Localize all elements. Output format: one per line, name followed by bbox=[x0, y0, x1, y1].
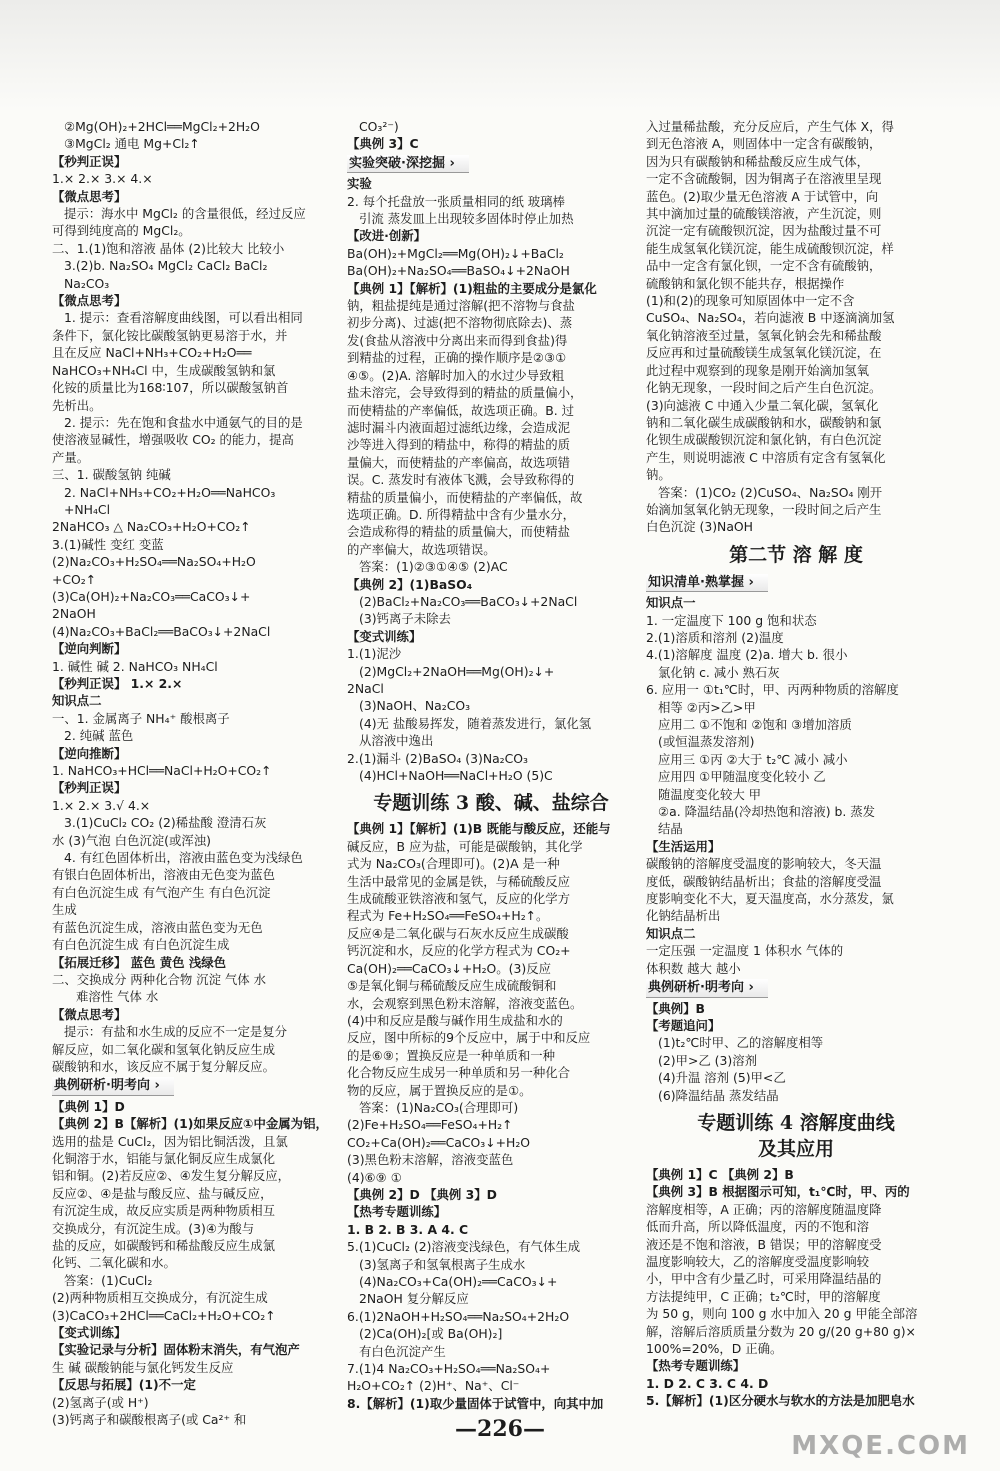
section-heading: 及其应用 bbox=[757, 1137, 834, 1160]
text-line: 【秒判正误】 1.× 2.× bbox=[52, 676, 183, 691]
text-line: 白色沉淀 (3)NaOH bbox=[646, 519, 753, 535]
text-line: 【微点思考】 bbox=[52, 188, 127, 204]
text-line: 【典例 1】C 【典例 2】B bbox=[646, 1166, 794, 1182]
text-line: H₂O+CO₂↑ (2)H⁺、Na⁺、Cl⁻ bbox=[347, 1378, 520, 1394]
text-line: 答案：(1)CO₂ (2)CuSO₄、Na₂SO₄ 刚开 bbox=[658, 484, 883, 500]
text-line: (1)t₂℃时甲、乙的溶解度相等 bbox=[658, 1035, 824, 1051]
text-line: 2. 每个托盘放一张质量相同的纸 玻璃棒 bbox=[347, 193, 565, 209]
text-line: 而使精盐的产率偏低，故选项正确。B. 过 bbox=[347, 402, 575, 418]
text-line: 【微点思考】 bbox=[52, 293, 127, 309]
text-line: (3)CaCO₃+2HCl══CaCl₂+H₂O+CO₂↑ bbox=[52, 1307, 276, 1323]
text-line: 3.(1)碱性 变红 变蓝 bbox=[52, 536, 164, 552]
text-line: 小，甲中含有少量乙时，可采用降温结晶的 bbox=[646, 1271, 882, 1287]
text-line: 应用四 ①甲随温度变化较小 乙 bbox=[658, 769, 826, 785]
text-line: 1.(1)泥沙 bbox=[347, 646, 402, 662]
text-line: CuSO₄、Na₂SO₄，若向滤液 B 中逐滴滴加氢 bbox=[646, 310, 895, 326]
text-line: 三、1. 碳酸氢钠 纯碱 bbox=[52, 467, 171, 483]
text-line: 知识点二 bbox=[646, 925, 696, 941]
text-line: 到精盐的过程，正确的操作顺序是②③① bbox=[347, 350, 567, 366]
text-line: 2NaOH 复分解反应 bbox=[359, 1291, 469, 1307]
text-line: 从溶液中逸出 bbox=[359, 733, 434, 749]
section-banner: 知识清单·熟掌握 › bbox=[646, 574, 768, 592]
text-line: 液还是不饱和溶液，B 错误；甲的溶解度受 bbox=[646, 1236, 882, 1252]
text-line: 解反应，如二氧化碳和氢氧化钠反应生成 bbox=[52, 1041, 276, 1057]
text-line: 体积数 越大 越小 bbox=[646, 960, 741, 976]
text-line: 化钙、二氧化碳和水。 bbox=[52, 1255, 176, 1271]
text-line: 6. 应用一 ①t₁℃时，甲、丙两种物质的溶解度 bbox=[646, 682, 899, 698]
text-line: CO₂+Ca(OH)₂══CaCO₃↓+H₂O bbox=[347, 1134, 531, 1150]
text-line: 【典例 1】【解析】(1)B 既能与酸反应，还能与 bbox=[347, 821, 611, 837]
text-line: 溶解度相等，A 正确；丙的溶解度随温度降 bbox=[646, 1201, 882, 1217]
text-line: 盐的反应，如碳酸钙和稀盐酸反应生成氯 bbox=[52, 1238, 276, 1253]
text-line: Ba(OH)₂+Na₂SO₄══BaSO₄↓+2NaOH bbox=[347, 263, 570, 279]
text-line: ③MgCl₂ 通电 Mg+Cl₂↑ bbox=[64, 136, 200, 152]
section-banner: 典例研析·明考向 › bbox=[52, 1077, 174, 1095]
text-line: 答案：(1)②③①④⑤ (2)AC bbox=[359, 559, 508, 575]
text-line: 碳酸钠的溶解度受温度的影响较大，冬天温 bbox=[646, 856, 882, 872]
text-line: 方法提纯甲，C 正确；t₂℃时，甲的溶解度 bbox=[646, 1288, 881, 1304]
text-line: Na₂CO₃ bbox=[64, 275, 110, 291]
column-left bbox=[52, 118, 342, 1428]
text-line: 滤时漏斗内液面超过滤纸边缘，会造成泥 bbox=[347, 419, 571, 435]
text-line: 钙沉淀和水，反应的化学方程式为 CO₂+ bbox=[347, 943, 571, 959]
text-line: 1. 碱性 碱 2. NaHCO₃ NH₄Cl bbox=[52, 658, 218, 674]
text-line: (1)和(2)的现象可知原固体中一定不含 bbox=[646, 293, 855, 309]
text-line: (2)氢离子(或 H⁺) bbox=[52, 1394, 149, 1410]
text-line: 2NaHCO₃ △ Na₂CO₃+H₂O+CO₂↑ bbox=[52, 519, 251, 535]
text-line: (2)Ca(OH)₂[或 Ba(OH)₂] bbox=[359, 1326, 503, 1342]
text-line: (4)无 盐酸易挥发，随着蒸发进行，氯化氢 bbox=[359, 715, 592, 731]
section-heading: 专题训练 3 酸、碱、盐综合 bbox=[373, 792, 609, 815]
text-line: 知识点一 bbox=[646, 595, 696, 611]
text-line: 的产率偏大，故选项错误。 bbox=[347, 541, 496, 557]
text-line: Ba(OH)₂+MgCl₂══Mg(OH)₂↓+BaCl₂ bbox=[347, 245, 564, 261]
text-line: 【考题追问】 bbox=[646, 1017, 721, 1033]
text-line: 物的反应，属于置换反应的是①。 bbox=[347, 1082, 532, 1098]
text-line: 氧化钠溶液至过量，氢氧化钠会先和稀盐酸 bbox=[646, 327, 882, 343]
text-line: 【典例 2】(1)BaSO₄ bbox=[347, 576, 473, 592]
text-line: 且在反应 NaCl+NH₃+CO₂+H₂O══ bbox=[52, 345, 252, 361]
text-line: 蓝色。(2)取少量无色溶液 A 于试管中，向 bbox=[646, 188, 879, 204]
text-line: 1. 一定温度下 100 g 饱和状态 bbox=[646, 612, 817, 628]
text-line: 1. D 2. C 3. C 4. D bbox=[646, 1375, 769, 1391]
text-line: 【典例 1】D bbox=[52, 1098, 125, 1114]
text-line: 铝和铜。(2)若反应②、④发生复分解反应， bbox=[52, 1168, 291, 1184]
text-line: 因为只有碳酸钠和稀盐酸反应生成气体， bbox=[646, 153, 870, 169]
text-line: 【微点思考】 bbox=[52, 1006, 127, 1022]
page-number: —226— bbox=[455, 1416, 545, 1442]
text-line: 生 碱 碳酸钠能与氯化钙发生反应 bbox=[52, 1359, 234, 1375]
text-line: 知识点二 bbox=[52, 693, 102, 709]
text-line: 其中滴加过量的硫酸镁溶液，产生沉淀，则 bbox=[646, 206, 882, 222]
text-line: (4)HCl+NaOH══NaCl+H₂O (5)C bbox=[359, 768, 553, 784]
text-line: 6.(1)2NaOH+H₂SO₄══Na₂SO₄+2H₂O bbox=[347, 1308, 570, 1324]
text-line: 品中一定含有氯化钡，一定不含有硫酸钠， bbox=[646, 258, 882, 274]
text-line: 误。C. 蒸发时有液体飞溅，会导致称得的 bbox=[347, 472, 575, 488]
text-line: 2. 纯碱 蓝色 bbox=[64, 728, 134, 744]
text-line: 温度影响较大，乙的溶解度受温度影响较 bbox=[646, 1253, 870, 1269]
text-line: Ca(OH)₂══CaCO₃↓+H₂O。(3)反应 bbox=[347, 960, 552, 976]
text-line: 【逆向判断】 bbox=[52, 641, 127, 657]
text-line: 结晶 bbox=[658, 821, 683, 837]
text-line: 【改进·创新】 bbox=[347, 228, 427, 244]
column-middle bbox=[347, 118, 635, 1412]
text-line: 量偏大，而使精盐的产率偏高，故选项错 bbox=[347, 454, 571, 470]
text-line: 生成 bbox=[52, 902, 77, 918]
text-line: CO₃²⁻) bbox=[359, 119, 399, 134]
text-line: 式为 Na₂CO₃(合理即可)。(2)A 是一种 bbox=[347, 856, 560, 872]
text-line: 1.× 2.× 3.√ 4.× bbox=[52, 797, 151, 813]
text-line: 度影响变化不大，夏天温度高，水分蒸发，氯 bbox=[646, 891, 894, 907]
text-line: 8.【解析】(1)取少量固体于试管中，向其中加 bbox=[347, 1395, 604, 1411]
text-line: 先析出。 bbox=[52, 397, 102, 413]
text-line: 度低，碳酸钠结晶析出；食盐的溶解度受温 bbox=[646, 873, 882, 889]
text-line: (2)甲>乙 (3)溶剂 bbox=[658, 1052, 757, 1068]
text-line: 2.(1)溶质和溶剂 (2)温度 bbox=[646, 629, 784, 645]
section-heading: 第二节 溶 解 度 bbox=[729, 543, 863, 566]
text-line: 5.(1)CuCl₂ (2)溶液变浅绿色，有气体生成 bbox=[347, 1239, 581, 1255]
text-line: 反应②、④是盐与酸反应、盐与碱反应， bbox=[52, 1185, 273, 1201]
text-line: 5.【解析】(1)区分硬水与软水的方法是加肥皂水 bbox=[646, 1393, 915, 1409]
text-line: 应用三 ①丙 ②大于 t₂℃ 减小 减小 bbox=[658, 751, 848, 767]
text-line: 化钠结晶析出 bbox=[646, 908, 721, 924]
text-line: 【热考专题训练】 bbox=[646, 1358, 746, 1374]
text-line: 解，溶解后溶质质量分数为 20 g/(20 g+80 g)× bbox=[646, 1323, 916, 1339]
text-line: 盐未溶完，会导致得到的精盐的质量偏小， bbox=[347, 385, 583, 401]
text-line: (3)黑色粉末溶解，溶液变蓝色 bbox=[347, 1152, 514, 1168]
text-line: 应用二 ①不饱和 ②饱和 ③增加溶质 bbox=[658, 717, 852, 732]
text-line: 有白色沉淀生成 有气泡产生 有白色沉淀 bbox=[52, 884, 271, 900]
text-line: 100%=20%，D 正确。 bbox=[646, 1341, 783, 1356]
text-line: 到无色溶液 A，则固体中一定含有碳酸钠， bbox=[646, 136, 882, 152]
text-line: (4)升温 溶剂 (5)甲<乙 bbox=[658, 1070, 786, 1086]
text-line: 【典例】B bbox=[646, 1000, 706, 1016]
text-line: 始滴加氢氧化钠无现象，一段时间之后产生 bbox=[646, 501, 882, 517]
text-line: ②Mg(OH)₂+2HCl══MgCl₂+2H₂O bbox=[64, 119, 260, 134]
text-line: 能生成氢氧化镁沉淀，能生成硫酸钡沉淀，样 bbox=[646, 240, 894, 256]
text-line: 钠，粗盐提纯是通过溶解(把不溶物与食盐 bbox=[347, 298, 575, 314]
text-line: 产生，则说明滤液 C 中溶质有定含有氢氧化 bbox=[646, 449, 886, 465]
text-line: 会造成称得的精盐的质量偏大，而使精盐 bbox=[347, 524, 571, 540]
text-line: 化铜溶于水，铝能与氯化铜反应生成氯化 bbox=[52, 1150, 276, 1166]
text-line: 低而升高，所以降低温度，丙的不饱和溶 bbox=[646, 1219, 870, 1235]
text-line: 引流 蒸发皿上出现较多固体时停止加热 bbox=[359, 211, 574, 227]
text-line: 3.(2)b. Na₂SO₄ MgCl₂ CaCl₂ BaCl₂ bbox=[64, 258, 268, 274]
column-right bbox=[646, 118, 946, 1410]
text-line: 交换成分，有沉淀生成。(3)④为酸与 bbox=[52, 1220, 255, 1236]
text-line: 【热考专题训练】 bbox=[347, 1204, 447, 1220]
text-line: 反应再和过量硫酸镁生成氢氧化镁沉淀，在 bbox=[646, 345, 882, 361]
text-line: 有蓝色沉淀生成，溶液由蓝色变为无色 bbox=[52, 919, 263, 935]
text-line: 有白色沉淀生成 有白色沉淀生成 bbox=[52, 937, 230, 953]
text-line: 一定不含硫酸铜，因为铜离子在溶液里呈现 bbox=[646, 171, 882, 187]
text-line: 有沉淀生成，故反应实质是两种物质相互 bbox=[52, 1203, 276, 1219]
text-line: 氯化钠 c. 减小 熟石灰 bbox=[658, 664, 780, 680]
text-line: 一定压强 一定温度 1 体积水 气体的 bbox=[646, 943, 844, 959]
text-line: 反应，图中所标的9个反应中，属于中和反应 bbox=[347, 1030, 591, 1046]
text-line: 发(食盐从溶液中分离出来而得到食盐)得 bbox=[347, 332, 568, 348]
text-line: (2)两种物质相互交换成分，有沉淀生成 bbox=[52, 1290, 268, 1306]
text-line: 1. B 2. B 3. A 4. C bbox=[347, 1221, 469, 1237]
text-line: 2. NaCl+NH₃+CO₂+H₂O══NaHCO₃ bbox=[64, 484, 276, 500]
text-line: 初步分离)、过滤(把不溶物彻底除去)、蒸 bbox=[347, 315, 573, 331]
text-line: 2NaCl bbox=[347, 681, 384, 696]
text-line: 条件下，氯化铵比碳酸氢钠更易溶于水，并 bbox=[52, 327, 288, 343]
text-line: (2)Na₂CO₃+H₂SO₄══Na₂SO₄+H₂O bbox=[52, 554, 256, 570]
text-line: 随温度变化较大 甲 bbox=[658, 786, 762, 802]
text-line: 1. NaHCO₃+HCl══NaCl+H₂O+CO₂↑ bbox=[52, 763, 272, 779]
text-line: ⑤是氧化铜与稀硫酸反应生成硫酸铜和 bbox=[347, 978, 557, 994]
text-line: (4)⑥⑨ ① bbox=[347, 1169, 402, 1185]
text-line: 【变式训练】 bbox=[52, 1325, 127, 1341]
text-line: 精盐的质量偏小，而使精盐的产率偏低，故 bbox=[347, 489, 583, 505]
text-line: 答案：(1)CuCl₂ bbox=[64, 1272, 153, 1288]
text-line: 【典例 2】B【解析】(1)如果反应①中金属为铝， bbox=[52, 1116, 328, 1132]
text-line: 【秒判正误】 bbox=[52, 153, 127, 169]
text-line: 2.(1)漏斗 (2)BaSO₄ (3)Na₂CO₃ bbox=[347, 750, 529, 766]
text-line: 【逆向推断】 bbox=[52, 745, 127, 761]
text-line: 选项正确。D. 所得精盐中含有少量水分， bbox=[347, 506, 576, 522]
text-line: 生活中最常见的金属是铁，与稀硫酸反应 bbox=[347, 873, 571, 889]
section-banner-wrap bbox=[646, 977, 946, 999]
section-heading: 专题训练 4 溶解度曲线 bbox=[697, 1111, 895, 1134]
text-line: 二、交换成分 两种化合物 沉淀 气体 水 bbox=[52, 971, 267, 987]
text-line: ②a. 降温结晶(冷却热饱和溶液) b. 蒸发 bbox=[658, 804, 876, 820]
text-line: 水，会观察到黑色粉末溶解，溶液变蓝色。 bbox=[347, 995, 583, 1011]
text-line: (3)钙离子未除去 bbox=[359, 611, 451, 627]
text-line: 一、1. 金属离子 NH₄⁺ 酸根离子 bbox=[52, 710, 230, 726]
text-line: 碱反应，B 应为盐，可能是碳酸钠，其化学 bbox=[347, 838, 583, 854]
text-line: (3)氢离子和氢氧根离子生成水 bbox=[359, 1256, 526, 1272]
text-line: 有白色沉淀产生 bbox=[359, 1343, 446, 1359]
section-banner-wrap bbox=[347, 153, 635, 175]
text-line: (2)MgCl₂+2NaOH══Mg(OH)₂↓+ bbox=[359, 663, 555, 679]
text-line: 【典例 3】B 根据图示可知，t₁℃时，甲、丙的 bbox=[646, 1184, 910, 1200]
text-line: 沉淀一定有硫酸钡沉淀，因为盐酸过量不可 bbox=[646, 223, 882, 239]
text-line: 二、1.(1)饱和溶液 晶体 (2)比较大 比较小 bbox=[52, 240, 285, 256]
text-line: (2)BaCl₂+Na₂CO₃══BaCO₃↓+2NaCl bbox=[359, 593, 578, 609]
text-line: 化钡生成碳酸钡沉淀和氯化钠，有白色沉淀 bbox=[646, 432, 882, 448]
section-banner-wrap bbox=[52, 1075, 342, 1097]
text-line: 1.× 2.× 3.× 4.× bbox=[52, 171, 153, 187]
text-line: 使溶液显碱性，增强吸收 CO₂ 的能力，提高 bbox=[52, 432, 294, 448]
text-line: 答案：(1)Na₂CO₃(合理即可) bbox=[359, 1099, 519, 1115]
text-line: 此过程中观察到的现象是刚开始滴加氢氧 bbox=[646, 362, 870, 378]
text-line: +CO₂↑ bbox=[52, 571, 97, 587]
text-line: 反应④是二氧化碳与石灰水反应生成碳酸 bbox=[347, 925, 569, 941]
text-line: 为 50 g，则向 100 g 水中加入 20 g 甲能全部溶 bbox=[646, 1306, 918, 1322]
text-line: 的是⑥⑨；置换反应是一种单质和一种 bbox=[347, 1047, 556, 1063]
text-line: (4)Na₂CO₃+Ca(OH)₂══CaCO₃↓+ bbox=[359, 1274, 558, 1289]
text-line: 化钠无现象，一段时间之后产生白色沉淀。 bbox=[646, 380, 882, 396]
text-line: 相等 ②丙>乙>甲 bbox=[658, 699, 756, 715]
text-line: 选用的盐是 CuCl₂，因为铝比铜活泼，且氯 bbox=[52, 1133, 288, 1149]
text-line: (或恒温蒸发溶剂) bbox=[658, 734, 755, 750]
text-line: 【典例 2】D 【典例 3】D bbox=[347, 1186, 497, 1202]
text-line: 【变式训练】 bbox=[347, 628, 422, 644]
text-line: (6)降温结晶 蒸发结晶 bbox=[658, 1087, 779, 1103]
text-line: 生成硫酸亚铁溶液和氢气，反应的化学方 bbox=[347, 891, 571, 907]
text-line: 提示：海水中 MgCl₂ 的含量很低，经过反应 bbox=[64, 206, 306, 222]
text-line: 提示：有盐和水生成的反应不一定是复分 bbox=[64, 1024, 288, 1040]
text-line: 【生活运用】 bbox=[646, 838, 721, 854]
text-line: 实验 bbox=[347, 176, 372, 192]
text-line: 硫酸钠和氯化钡不能共存，根据操作 bbox=[646, 275, 845, 291]
text-line: (2)Fe+H₂SO₄══FeSO₄+H₂↑ bbox=[347, 1117, 513, 1133]
text-line: 7.(1)4 Na₂CO₃+H₂SO₄══Na₂SO₄+ bbox=[347, 1361, 551, 1377]
text-line: 有银白色固体析出，溶液由无色变为蓝色 bbox=[52, 867, 276, 883]
text-line: 2NaOH bbox=[52, 606, 96, 622]
text-line: 程式为 Fe+H₂SO₄══FeSO₄+H₂↑。 bbox=[347, 908, 549, 924]
text-line: (3)NaOH、Na₂CO₃ bbox=[359, 698, 471, 714]
text-line: 钠和二氧化碳生成碳酸钠和水，碳酸钠和氯 bbox=[646, 414, 882, 430]
text-line: NaHCO₃+NH₄Cl 中，生成碳酸氢钠和氯 bbox=[52, 362, 276, 378]
text-line: 4.(1)溶解度 温度 (2)a. 增大 b. 很小 bbox=[646, 647, 848, 663]
text-line: 2. 提示：先在饱和食盐水中通氨气的目的是 bbox=[64, 414, 303, 430]
text-line: 水 (3)气泡 白色沉淀(或浑浊) bbox=[52, 832, 212, 848]
text-line: (3)向滤液 C 中通入少量二氧化碳，氢氧化 bbox=[646, 397, 879, 413]
section-banner-wrap bbox=[646, 572, 946, 594]
text-line: 化合物反应生成另一种单质和另一种化合 bbox=[347, 1065, 571, 1081]
text-line: 【典例 3】C bbox=[347, 136, 419, 152]
scan-header-shadow bbox=[0, 0, 1000, 110]
text-line: 钠。 bbox=[646, 467, 671, 483]
text-line: 4. 有红色固体析出，溶液由蓝色变为浅绿色 bbox=[64, 850, 303, 866]
watermark-logo: MXQE.COM bbox=[791, 1431, 970, 1461]
text-line: ④⑤。(2)A. 溶解时加入的水过少导致粗 bbox=[347, 367, 564, 383]
text-line: 【典例 1】【解析】(1)粗盐的主要成分是氯化 bbox=[347, 280, 597, 296]
text-line: (4)Na₂CO₃+BaCl₂══BaCO₃↓+2NaCl bbox=[52, 623, 271, 639]
section-banner: 实验突破·深挖掘 › bbox=[347, 155, 469, 173]
text-line: 难溶性 气体 水 bbox=[76, 989, 159, 1005]
text-line: 碳酸钠和水，该反应不属于复分解反应。 bbox=[52, 1058, 276, 1074]
text-line: 1. 提示：查看溶解度曲线图，可以看出相同 bbox=[64, 310, 303, 326]
text-line: (3)钙离子和碳酸根离子(或 Ca²⁺ 和 bbox=[52, 1412, 247, 1428]
text-line: 【秒判正误】 bbox=[52, 780, 127, 796]
text-line: 入过量稀盐酸，充分反应后，产生气体 X，得 bbox=[646, 119, 894, 134]
text-line: 可得到纯度高的 MgCl₂。 bbox=[52, 223, 191, 239]
text-line: 3.(1)CuCl₂ CO₂ (2)稀盐酸 澄清石灰 bbox=[64, 815, 267, 831]
text-line: 化铵的质量比为168∶107，所以碳酸氢钠首 bbox=[52, 380, 289, 396]
text-line: +NH₄Cl bbox=[64, 501, 111, 517]
text-line: (4)中和反应是酸与碱作用生成盐和水的 bbox=[347, 1012, 563, 1028]
text-line: 沙等进入得到的精盐中，称得的精盐的质 bbox=[347, 437, 571, 453]
text-line: 【实验记录与分析】固体粉末消失，有气泡产 bbox=[52, 1342, 300, 1358]
text-line: 产量。 bbox=[52, 449, 90, 465]
section-banner: 典例研析·明考向 › bbox=[646, 979, 768, 997]
text-line: 【拓展迁移】 蓝色 黄色 浅绿色 bbox=[52, 954, 227, 970]
text-line: 【反思与拓展】(1)不一定 bbox=[52, 1377, 196, 1393]
text-line: (3)Ca(OH)₂+Na₂CO₃══CaCO₃↓+ bbox=[52, 588, 251, 604]
